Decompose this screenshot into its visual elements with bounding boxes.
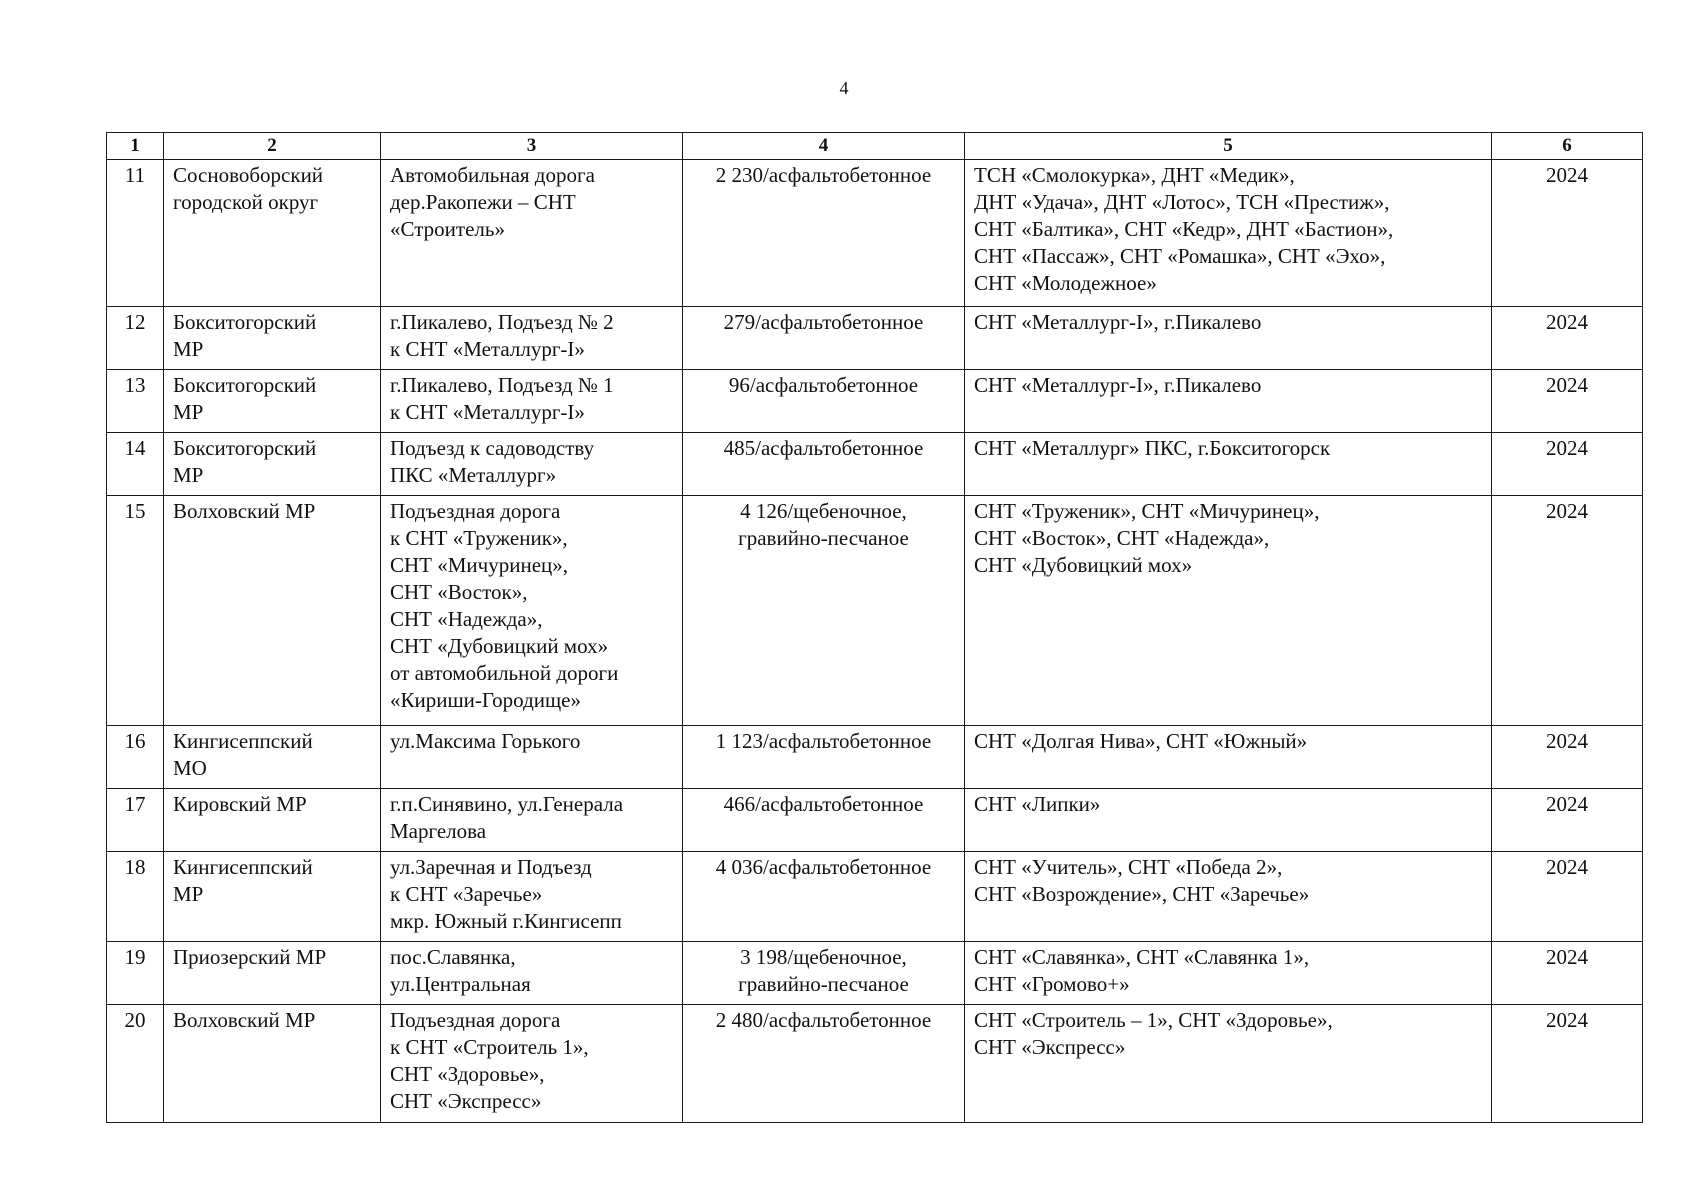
cell-length-surface: 3 198/щебеночное, гравийно-песчаное — [683, 942, 965, 1005]
cell-length-surface: 2 480/асфальтобетонное — [683, 1005, 965, 1123]
cell-district: Кировский МР — [164, 789, 381, 852]
cell-road: Подъезд к садоводству ПКС «Металлург» — [381, 433, 683, 496]
cell-settlements: СНТ «Учитель», СНТ «Победа 2», СНТ «Возрождение», СНТ «Заречье» — [965, 852, 1492, 942]
table-row — [107, 370, 1643, 433]
cell-number: 16 — [107, 726, 164, 789]
cell-number: 11 — [107, 160, 164, 307]
cell-length-surface: 485/асфальтобетонное — [683, 433, 965, 496]
cell-road: г.Пикалево, Подъезд № 2 к СНТ «Металлург-I» — [381, 307, 683, 370]
cell-road: г.Пикалево, Подъезд № 1 к СНТ «Металлург-I» — [381, 370, 683, 433]
cell-settlements: СНТ «Липки» — [965, 789, 1492, 852]
header-col-6: 6 — [1492, 133, 1643, 160]
table-row — [107, 789, 1643, 852]
header-col-1: 1 — [107, 133, 164, 160]
cell-settlements: СНТ «Долгая Нива», СНТ «Южный» — [965, 726, 1492, 789]
cell-length-surface: 466/асфальтобетонное — [683, 789, 965, 852]
cell-year: 2024 — [1492, 160, 1643, 307]
cell-settlements: ТСН «Смолокурка», ДНТ «Медик», ДНТ «Удача», ДНТ «Лотос», ТСН «Престиж», СНТ «Балтика», СНТ «Кедр», ДНТ «Бастион», СНТ «Пассаж», СНТ «Ромашка», СНТ «Эхо», СНТ «Молодежное» — [965, 160, 1492, 307]
cell-number: 17 — [107, 789, 164, 852]
cell-year: 2024 — [1492, 370, 1643, 433]
cell-district: Волховский МР — [164, 1005, 381, 1123]
table-row — [107, 852, 1643, 942]
table-row — [107, 307, 1643, 370]
cell-number: 14 — [107, 433, 164, 496]
cell-road: ул.Заречная и Подъезд к СНТ «Заречье» мкр. Южный г.Кингисепп — [381, 852, 683, 942]
page-number: 4 — [839, 78, 849, 98]
cell-year: 2024 — [1492, 433, 1643, 496]
table-row — [107, 726, 1643, 789]
header-col-5: 5 — [965, 133, 1492, 160]
table-row — [107, 433, 1643, 496]
cell-year: 2024 — [1492, 307, 1643, 370]
table-row — [107, 496, 1643, 726]
table-row — [107, 942, 1643, 1005]
cell-district: Приозерский МР — [164, 942, 381, 1005]
cell-length-surface: 1 123/асфальтобетонное — [683, 726, 965, 789]
cell-number: 18 — [107, 852, 164, 942]
cell-road: Автомобильная дорога дер.Ракопежи – СНТ «Строитель» — [381, 160, 683, 307]
cell-year: 2024 — [1492, 726, 1643, 789]
cell-settlements: СНТ «Труженик», СНТ «Мичуринец», СНТ «Восток», СНТ «Надежда», СНТ «Дубовицкий мох» — [965, 496, 1492, 726]
cell-year: 2024 — [1492, 942, 1643, 1005]
table-header — [107, 133, 1643, 160]
cell-district: Бокситогорский МР — [164, 370, 381, 433]
header-col-3: 3 — [381, 133, 683, 160]
cell-year: 2024 — [1492, 789, 1643, 852]
cell-settlements: СНТ «Металлург-I», г.Пикалево — [965, 307, 1492, 370]
cell-number: 20 — [107, 1005, 164, 1123]
cell-settlements: СНТ «Славянка», СНТ «Славянка 1», СНТ «Громово+» — [965, 942, 1492, 1005]
table-body — [107, 160, 1643, 1123]
cell-number: 15 — [107, 496, 164, 726]
cell-length-surface: 96/асфальтобетонное — [683, 370, 965, 433]
table-row — [107, 160, 1643, 307]
cell-road: Подъездная дорога к СНТ «Строитель 1», СНТ «Здоровье», СНТ «Экспресс» — [381, 1005, 683, 1123]
header-row — [107, 133, 1643, 160]
cell-number: 12 — [107, 307, 164, 370]
roads-table — [106, 132, 1643, 1123]
cell-district: Сосновоборский городской округ — [164, 160, 381, 307]
cell-district: Волховский МР — [164, 496, 381, 726]
cell-year: 2024 — [1492, 852, 1643, 942]
cell-road: Подъездная дорога к СНТ «Труженик», СНТ «Мичуринец», СНТ «Восток», СНТ «Надежда», СНТ «Дубовицкий мох» от автомобильной дороги «Кириши-Городище» — [381, 496, 683, 726]
cell-length-surface: 2 230/асфальтобетонное — [683, 160, 965, 307]
cell-number: 19 — [107, 942, 164, 1005]
cell-year: 2024 — [1492, 1005, 1643, 1123]
cell-road: г.п.Синявино, ул.Генерала Маргелова — [381, 789, 683, 852]
cell-road: ул.Максима Горького — [381, 726, 683, 789]
cell-year: 2024 — [1492, 496, 1643, 726]
cell-district: Бокситогорский МР — [164, 307, 381, 370]
cell-settlements: СНТ «Строитель – 1», СНТ «Здоровье», СНТ «Экспресс» — [965, 1005, 1492, 1123]
cell-district: Кингисеппский МР — [164, 852, 381, 942]
cell-length-surface: 4 126/щебеночное, гравийно-песчаное — [683, 496, 965, 726]
header-col-2: 2 — [164, 133, 381, 160]
cell-number: 13 — [107, 370, 164, 433]
header-col-4: 4 — [683, 133, 965, 160]
table-row — [107, 1005, 1643, 1123]
cell-settlements: СНТ «Металлург-I», г.Пикалево — [965, 370, 1492, 433]
cell-district: Бокситогорский МР — [164, 433, 381, 496]
cell-length-surface: 4 036/асфальтобетонное — [683, 852, 965, 942]
cell-length-surface: 279/асфальтобетонное — [683, 307, 965, 370]
cell-settlements: СНТ «Металлург» ПКС, г.Бокситогорск — [965, 433, 1492, 496]
cell-road: пос.Славянка, ул.Центральная — [381, 942, 683, 1005]
cell-district: Кингисеппский МО — [164, 726, 381, 789]
